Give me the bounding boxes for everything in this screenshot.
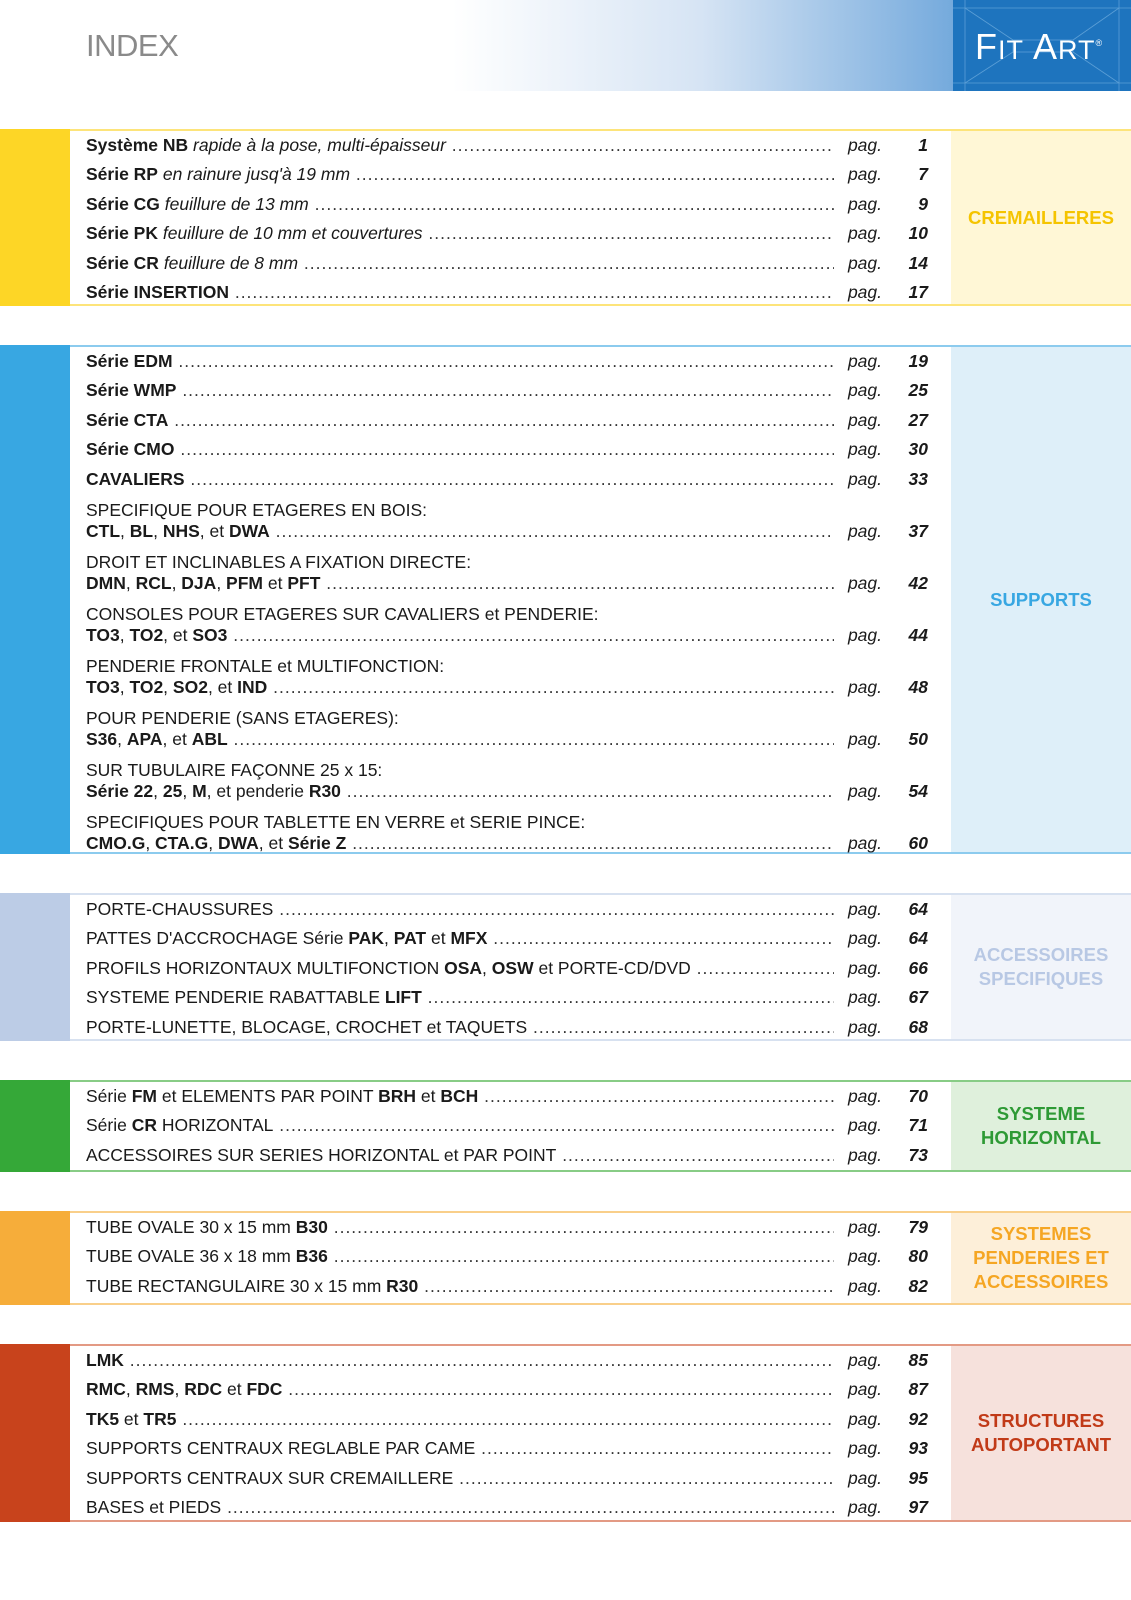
- entry-title-part: PAK: [348, 928, 384, 948]
- entry-title-part: RMS: [135, 1379, 175, 1399]
- section-color-bar: [0, 893, 70, 1041]
- entry-title: [86, 134, 834, 157]
- entry-title-part: R30: [308, 780, 341, 801]
- page-number: 9: [918, 193, 928, 214]
- index-entry[interactable]: [86, 465, 942, 495]
- page-prefix: pag.: [847, 898, 882, 919]
- entry-title: [86, 1144, 834, 1167]
- page-prefix: pag.: [847, 1115, 882, 1135]
- page-number: 42: [908, 572, 928, 593]
- entry-title-part: TR5: [143, 1408, 177, 1429]
- page-number: 95: [908, 1467, 928, 1488]
- entry-title: [86, 1085, 834, 1108]
- entry-heading: SUR TUBULAIRE FAÇONNE 25 x 15:: [86, 759, 383, 780]
- entry-title-part: B30: [295, 1216, 328, 1237]
- section-category-label: SYSTEMES PENDERIES ET ACCESSOIRES: [951, 1213, 1131, 1303]
- entry-title-part: PROFILS HORIZONTAUX MULTIFONCTION: [86, 957, 445, 978]
- entry-title-part: feuillure de 13 mm: [159, 193, 309, 214]
- entry-title: [86, 193, 834, 216]
- page-number: 60: [908, 832, 928, 853]
- page-prefix: pag.: [847, 1379, 882, 1399]
- entry-title-part: ,: [208, 832, 218, 853]
- page-number: 25: [908, 380, 928, 400]
- entry-title-part: RCL: [135, 572, 172, 593]
- entry-heading: DROIT ET INCLINABLES A FIXATION DIRECTE:: [86, 551, 472, 572]
- page-prefix: pag.: [847, 928, 882, 948]
- entry-title-part: Série CTA: [86, 409, 169, 430]
- entry-title-part: SO3: [192, 624, 228, 645]
- entry-title-part: MFX: [450, 928, 488, 948]
- page-title: INDEX: [86, 28, 179, 63]
- entry-title: [86, 281, 834, 304]
- index-entry[interactable]: [86, 1112, 942, 1142]
- index-entry[interactable]: [86, 347, 942, 377]
- index-entry[interactable]: [86, 1141, 942, 1171]
- entry-title: [86, 1467, 834, 1490]
- entry-title-part: , et: [162, 728, 192, 749]
- entry-title-part: ,: [117, 728, 127, 749]
- entry-title-part: ,: [174, 1379, 185, 1399]
- section-color-bar: [0, 1211, 70, 1305]
- section-rows: [86, 347, 942, 859]
- page-prefix: pag.: [847, 1016, 882, 1037]
- entry-title-part: ,: [383, 928, 394, 948]
- page-number: 79: [908, 1216, 928, 1237]
- entry-title-part: ABL: [191, 728, 228, 749]
- entry-title-part: et: [222, 1379, 247, 1399]
- index-section: [0, 893, 1131, 1041]
- index-entry[interactable]: [86, 1494, 942, 1524]
- index-entry[interactable]: [86, 925, 942, 955]
- index-section: [0, 345, 1131, 854]
- entry-title-part: Série CMO: [86, 439, 175, 459]
- page-number: 71: [908, 1115, 928, 1135]
- entry-title-part: TK5: [86, 1408, 120, 1429]
- page-prefix: pag.: [847, 134, 882, 155]
- entry-title-part: TO3: [86, 676, 120, 697]
- entry-heading: CONSOLES POUR ETAGERES SUR CAVALIERS et PENDERIE:: [86, 603, 599, 624]
- page-prefix: pag.: [847, 1349, 882, 1370]
- entry-title-part: DWA: [228, 520, 270, 541]
- page-prefix: pag.: [847, 1467, 882, 1488]
- page-prefix: pag.: [847, 987, 882, 1007]
- page-prefix: pag.: [847, 1085, 882, 1106]
- page-prefix: pag.: [847, 350, 882, 371]
- index-entry[interactable]: [86, 1435, 942, 1465]
- entry-title-part: LIFT: [384, 987, 422, 1007]
- page-number: 85: [908, 1349, 928, 1370]
- logo-text: FIT ART®: [975, 26, 1104, 67]
- page-prefix: pag.: [847, 468, 882, 489]
- brand-logo: [953, 0, 1131, 91]
- index-entry[interactable]: [86, 279, 942, 309]
- entry-title-part: DMN: [86, 572, 126, 593]
- page-prefix: pag.: [847, 409, 882, 430]
- section-rows: [86, 1213, 942, 1302]
- entry-title-part: Série WMP: [86, 380, 177, 400]
- section-color-bar: [0, 1344, 70, 1522]
- entry-title: [86, 1349, 834, 1372]
- entry-title-part: PORTE-CHAUSSURES: [86, 898, 274, 919]
- entry-title-part: ,: [153, 520, 163, 541]
- entry-title-part: 25: [162, 780, 183, 801]
- index-entry[interactable]: [86, 161, 942, 191]
- entry-title-part: CAVALIERS: [86, 468, 185, 489]
- page-prefix: pag.: [847, 223, 882, 243]
- page-number: 48: [908, 676, 928, 697]
- index-entry[interactable]: [86, 1405, 942, 1435]
- entry-title-part: ,: [119, 624, 130, 645]
- page-number: 68: [908, 1016, 928, 1037]
- index-entry[interactable]: [86, 1346, 942, 1376]
- entry-title-part: feuillure de 10 mm et couvertures: [157, 223, 423, 243]
- page-number: 82: [908, 1275, 928, 1296]
- page-number: 80: [908, 1246, 928, 1266]
- page-number: 37: [908, 520, 928, 541]
- entry-title: [86, 898, 834, 921]
- entry-title-part: PAT: [393, 928, 427, 948]
- index-entry[interactable]: [86, 220, 942, 250]
- index-entry[interactable]: [86, 1213, 942, 1243]
- index-entry[interactable]: [86, 1272, 942, 1302]
- entry-title: [86, 1245, 834, 1268]
- entry-heading: POUR PENDERIE (SANS ETAGERES):: [86, 707, 399, 728]
- page-number: 93: [908, 1438, 928, 1458]
- section-category-label: CREMAILLERES: [951, 131, 1131, 304]
- page-number: 44: [908, 624, 928, 645]
- entry-title-part: M: [192, 780, 207, 801]
- entry-title-part: ACCESSOIRES SUR SERIES HORIZONTAL et PAR POINT: [86, 1144, 557, 1165]
- index-entry[interactable]: [86, 954, 942, 984]
- entry-title-part: DWA: [217, 832, 259, 853]
- entry-title-part: ,: [482, 957, 492, 978]
- section-rows: [86, 895, 942, 1043]
- entry-title: [86, 379, 834, 402]
- page-prefix: pag.: [847, 832, 882, 853]
- section-rows: [86, 1346, 942, 1523]
- page-prefix: pag.: [847, 1144, 882, 1165]
- page-prefix: pag.: [847, 282, 882, 302]
- entry-title-part: IND: [237, 676, 268, 697]
- entry-title-part: , et: [163, 624, 193, 645]
- index-entry[interactable]: [86, 436, 942, 466]
- entry-title-part: BCH: [440, 1085, 479, 1106]
- page-prefix: pag.: [847, 676, 882, 697]
- page-number: 7: [918, 164, 928, 184]
- entry-title-part: CMO.G: [86, 832, 146, 853]
- page-number: 64: [908, 898, 928, 919]
- page-number: 97: [908, 1497, 928, 1517]
- entry-heading: PENDERIE FRONTALE et MULTIFONCTION:: [86, 655, 445, 676]
- entry-title-part: rapide à la pose, multi-épaisseur: [188, 134, 446, 155]
- page-prefix: pag.: [847, 1408, 882, 1429]
- entry-title-part: RDC: [184, 1379, 223, 1399]
- page-number: 33: [908, 468, 928, 489]
- entry-title-part: Série: [86, 1085, 132, 1106]
- entry-title-part: TO2: [129, 624, 164, 645]
- entry-title-part: PATTES D'ACCROCHAGE Série: [86, 928, 349, 948]
- page-prefix: pag.: [847, 520, 882, 541]
- entry-title-part: Système NB: [86, 134, 189, 155]
- section-color-bar: [0, 129, 70, 306]
- entry-title: [86, 780, 834, 803]
- page-prefix: pag.: [847, 624, 882, 645]
- entry-title-part: Série Z: [287, 832, 347, 853]
- index-entry[interactable]: [86, 1376, 942, 1406]
- entry-title-part: Série: [86, 1115, 132, 1135]
- index-entry[interactable]: [86, 1082, 942, 1112]
- index-entry[interactable]: [86, 249, 942, 279]
- entry-title: [86, 350, 834, 373]
- entry-title-part: SYSTEME PENDERIE RABATTABLE: [86, 987, 385, 1007]
- index-entry[interactable]: [86, 406, 942, 436]
- entry-title-part: ,: [145, 832, 156, 853]
- page-prefix: pag.: [847, 439, 882, 459]
- page-number: 30: [908, 439, 928, 459]
- page-prefix: pag.: [847, 957, 882, 978]
- page-header: [0, 0, 1131, 91]
- section-color-bar: [0, 1080, 70, 1172]
- page-number: 92: [908, 1408, 928, 1429]
- page-number: 17: [908, 282, 928, 302]
- index-entry[interactable]: [86, 547, 942, 599]
- entry-title-part: ,: [216, 572, 227, 593]
- entry-title: [86, 1016, 834, 1039]
- index-section: [0, 1080, 1131, 1172]
- entry-heading: SPECIFIQUES POUR TABLETTE EN VERRE et SERIE PINCE:: [86, 811, 586, 832]
- page-number: 27: [908, 409, 928, 430]
- entry-title-part: TO3: [86, 624, 120, 645]
- page-prefix: pag.: [847, 164, 882, 184]
- entry-title: [86, 1378, 834, 1401]
- entry-title-part: et: [416, 1085, 441, 1106]
- entry-title: [86, 1275, 834, 1298]
- page-prefix: pag.: [847, 252, 882, 273]
- page-number: 54: [908, 780, 928, 801]
- entry-title-part: BRH: [378, 1085, 416, 1106]
- entry-title-part: SUPPORTS CENTRAUX SUR CREMAILLERE: [86, 1467, 454, 1488]
- entry-title-part: ,: [119, 676, 130, 697]
- entry-title-part: Série CG: [86, 193, 160, 214]
- entry-heading: SPECIFIQUE POUR ETAGERES EN BOIS:: [86, 499, 427, 520]
- entry-title-part: en rainure jusq'à 19 mm: [157, 164, 351, 184]
- entry-title-part: FDC: [246, 1379, 283, 1399]
- section-rows: [86, 131, 942, 308]
- page-number: 50: [908, 728, 928, 749]
- entry-title-part: et: [263, 572, 288, 593]
- entry-title-part: TUBE RECTANGULAIRE 30 x 15 mm: [86, 1275, 387, 1296]
- entry-title: [86, 1114, 834, 1137]
- page-number: 1: [918, 134, 928, 155]
- page-prefix: pag.: [847, 1216, 882, 1237]
- index-entry[interactable]: [86, 1013, 942, 1043]
- index-entry[interactable]: [86, 703, 942, 755]
- entry-title-part: PFT: [287, 572, 321, 593]
- page-number: 14: [908, 252, 928, 273]
- index-entry[interactable]: [86, 599, 942, 651]
- section-category-label: ACCESSOIRES SPECIFIQUES: [951, 895, 1131, 1039]
- entry-title-part: Série CR: [86, 252, 159, 273]
- entry-title: [86, 1216, 834, 1239]
- index-entry[interactable]: [86, 377, 942, 407]
- index-entry[interactable]: [86, 1243, 942, 1273]
- entry-title-part: B36: [295, 1246, 328, 1266]
- entry-title: [86, 927, 834, 950]
- section-color-bar: [0, 345, 70, 854]
- entry-title: [86, 1437, 834, 1460]
- entry-title-part: feuillure de 8 mm: [158, 252, 299, 273]
- entry-title-part: et: [426, 928, 451, 948]
- page-number: 66: [908, 957, 928, 978]
- entry-title-part: Série PK: [86, 223, 158, 243]
- entry-title-part: R30: [386, 1275, 419, 1296]
- page-prefix: pag.: [847, 1246, 882, 1266]
- entry-title-part: CTL: [86, 520, 121, 541]
- section-category-label: STRUCTURES AUTOPORTANT: [951, 1346, 1131, 1520]
- page-number: 87: [908, 1379, 928, 1399]
- entry-title-part: TUBE OVALE 36 x 18 mm: [86, 1246, 296, 1266]
- entry-title: [86, 1496, 834, 1519]
- entry-title-part: ,: [153, 780, 163, 801]
- page-number: 70: [908, 1085, 928, 1106]
- section-rows: [86, 1082, 942, 1171]
- entry-title-part: , et: [199, 520, 229, 541]
- index-section: [0, 1344, 1131, 1522]
- page-prefix: pag.: [847, 728, 882, 749]
- entry-title-part: ,: [171, 572, 182, 593]
- entry-title: [86, 438, 834, 461]
- entry-title: [86, 832, 834, 855]
- index-entry[interactable]: [86, 1464, 942, 1494]
- page-number: 19: [908, 350, 928, 371]
- page-number: 64: [908, 928, 928, 948]
- entry-title: [86, 1408, 834, 1431]
- entry-title-part: APA: [126, 728, 163, 749]
- entry-title: [86, 572, 834, 595]
- page-prefix: pag.: [847, 193, 882, 214]
- entry-title-part: BL: [129, 520, 154, 541]
- entry-title-part: RMC: [86, 1379, 126, 1399]
- entry-title: [86, 728, 834, 751]
- entry-title-part: OSW: [491, 957, 534, 978]
- entry-title-part: ,: [120, 520, 130, 541]
- entry-title-part: CTA.G: [155, 832, 209, 853]
- entry-title-part: SUPPORTS CENTRAUX REGLABLE PAR CAME: [86, 1438, 476, 1458]
- page-prefix: pag.: [847, 1438, 882, 1458]
- page-prefix: pag.: [847, 1497, 882, 1517]
- index-entry[interactable]: [86, 651, 942, 703]
- index-section: [0, 129, 1131, 306]
- entry-title: [86, 409, 834, 432]
- entry-title-part: et: [119, 1408, 144, 1429]
- entry-title: [86, 986, 834, 1009]
- entry-title-part: ,: [125, 1379, 136, 1399]
- entry-title-part: , et penderie: [206, 780, 309, 801]
- index-section: [0, 1211, 1131, 1305]
- entry-title-part: HORIZONTAL: [157, 1115, 274, 1135]
- entry-title-part: PORTE-LUNETTE, BLOCAGE, CROCHET et TAQUETS: [86, 1016, 528, 1037]
- index-entry[interactable]: [86, 755, 942, 807]
- page-number: 10: [908, 223, 928, 243]
- entry-title-part: TO2: [129, 676, 164, 697]
- entry-title-part: Série INSERTION: [86, 282, 229, 302]
- entry-title-part: , et: [258, 832, 288, 853]
- entry-title: [86, 624, 834, 647]
- entry-title: [86, 468, 834, 491]
- entry-title-part: S36: [86, 728, 118, 749]
- entry-title-part: Série RP: [86, 164, 158, 184]
- entry-title: [86, 252, 834, 275]
- entry-title-part: BASES et PIEDS: [86, 1497, 222, 1517]
- entry-title-part: SO2: [172, 676, 208, 697]
- index-entry[interactable]: [86, 190, 942, 220]
- section-category-label: SYSTEME HORIZONTAL: [951, 1082, 1131, 1170]
- index-entry[interactable]: [86, 495, 942, 547]
- entry-title-part: Série EDM: [86, 350, 173, 371]
- entry-title: [86, 163, 834, 186]
- section-category-label: SUPPORTS: [951, 347, 1131, 852]
- entry-title-part: ,: [182, 780, 193, 801]
- page-prefix: pag.: [847, 1275, 882, 1296]
- entry-title: [86, 676, 834, 699]
- entry-title-part: TUBE OVALE 30 x 15 mm: [86, 1216, 296, 1237]
- entry-title: [86, 520, 834, 543]
- entry-title-part: et ELEMENTS PAR POINT: [157, 1085, 379, 1106]
- entry-title-part: ,: [125, 572, 136, 593]
- index-entry[interactable]: [86, 895, 942, 925]
- page-prefix: pag.: [847, 780, 882, 801]
- entry-title-part: Série 22: [86, 780, 154, 801]
- index-entry[interactable]: [86, 807, 942, 859]
- entry-title-part: CR: [131, 1115, 157, 1135]
- page-prefix: pag.: [847, 572, 882, 593]
- entry-title-part: LMK: [86, 1349, 124, 1370]
- index-entry[interactable]: [86, 984, 942, 1014]
- page-number: 73: [908, 1144, 928, 1165]
- entry-title-part: NHS: [162, 520, 200, 541]
- entry-title: [86, 222, 834, 245]
- entry-title-part: , et: [207, 676, 238, 697]
- entry-title-part: et PORTE-CD/DVD: [533, 957, 691, 978]
- entry-title-part: ,: [163, 676, 173, 697]
- index-entry[interactable]: [86, 131, 942, 161]
- entry-title: [86, 957, 834, 980]
- page-prefix: pag.: [847, 380, 882, 400]
- page-number: 67: [908, 987, 928, 1007]
- entry-title-part: OSA: [444, 957, 483, 978]
- entry-title-part: DJA: [181, 572, 217, 593]
- entry-title-part: FM: [131, 1085, 157, 1106]
- entry-title-part: PFM: [226, 572, 263, 593]
